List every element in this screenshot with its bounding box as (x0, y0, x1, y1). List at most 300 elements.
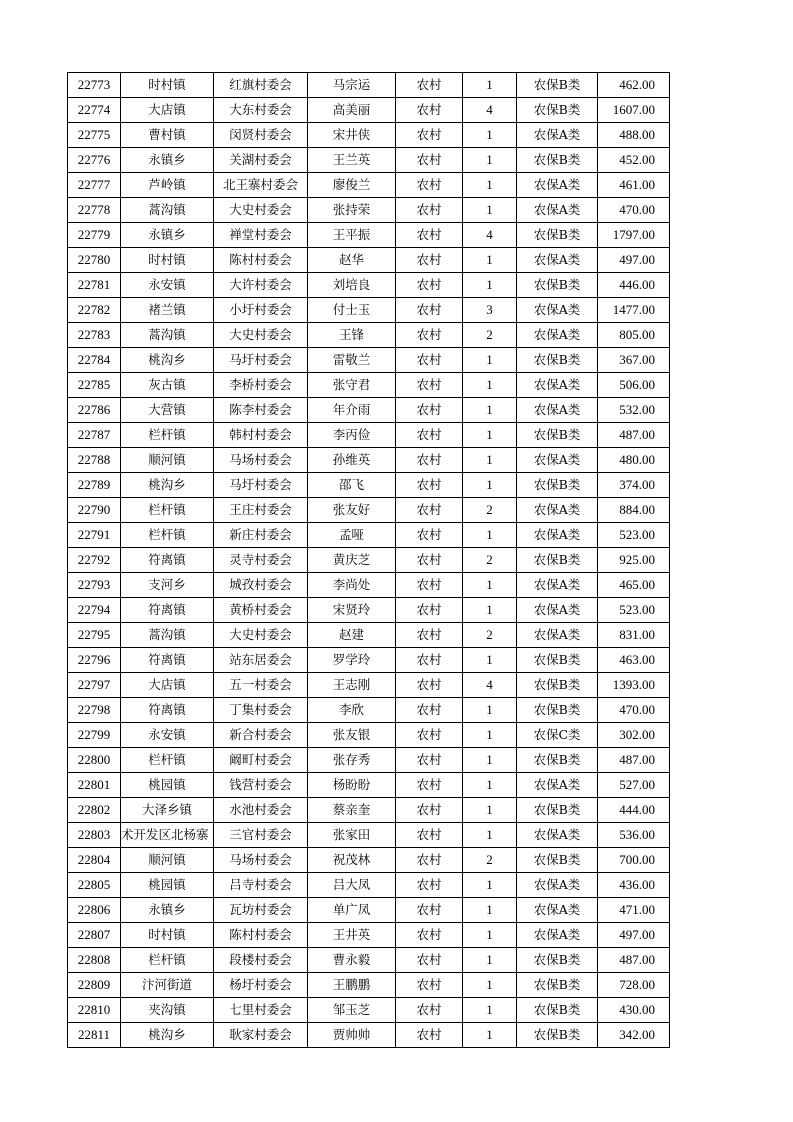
area-type-cell: 农村 (396, 998, 463, 1023)
town-cell: 大店镇 (121, 673, 214, 698)
area-type-cell: 农村 (396, 348, 463, 373)
amount-cell: 470.00 (598, 698, 670, 723)
household-count-cell: 1 (463, 123, 517, 148)
amount-cell: 367.00 (598, 348, 670, 373)
village-committee-cell: 马圩村委会 (214, 473, 308, 498)
amount-cell: 462.00 (598, 73, 670, 98)
table-row (68, 973, 670, 998)
amount-cell: 465.00 (598, 573, 670, 598)
name-cell: 孟哑 (308, 523, 396, 548)
amount-cell: 452.00 (598, 148, 670, 173)
household-count-cell: 2 (463, 623, 517, 648)
name-cell: 王井英 (308, 923, 396, 948)
insurance-category-cell: 农保B类 (517, 223, 598, 248)
town-cell: 桃沟乡 (121, 348, 214, 373)
town-cell: 芦岭镇 (121, 173, 214, 198)
name-cell: 王锋 (308, 323, 396, 348)
village-committee-cell: 灵寺村委会 (214, 548, 308, 573)
town-cell: 桃沟乡 (121, 1023, 214, 1048)
table-row (68, 948, 670, 973)
area-type-cell: 农村 (396, 548, 463, 573)
household-count-cell: 1 (463, 348, 517, 373)
insurance-category-cell: 农保B类 (517, 848, 598, 873)
table-row (68, 298, 670, 323)
insurance-category-cell: 农保B类 (517, 273, 598, 298)
area-type-cell: 农村 (396, 798, 463, 823)
amount-cell: 497.00 (598, 248, 670, 273)
table-row (68, 548, 670, 573)
table-row (68, 98, 670, 123)
household-count-cell: 1 (463, 798, 517, 823)
area-type-cell: 农村 (396, 948, 463, 973)
amount-cell: 480.00 (598, 448, 670, 473)
village-committee-cell: 关湖村委会 (214, 148, 308, 173)
table-row (68, 998, 670, 1023)
name-cell: 杨盼盼 (308, 773, 396, 798)
serial-number-cell: 22809 (68, 973, 121, 998)
village-committee-cell: 杨圩村委会 (214, 973, 308, 998)
amount-cell: 374.00 (598, 473, 670, 498)
amount-cell: 805.00 (598, 323, 670, 348)
name-cell: 张持荣 (308, 198, 396, 223)
area-type-cell: 农村 (396, 598, 463, 623)
table-row (68, 273, 670, 298)
name-cell: 王志刚 (308, 673, 396, 698)
insurance-category-cell: 农保A类 (517, 448, 598, 473)
town-cell: 顺河镇 (121, 448, 214, 473)
household-count-cell: 1 (463, 273, 517, 298)
household-count-cell: 1 (463, 523, 517, 548)
name-cell: 祝茂林 (308, 848, 396, 873)
amount-cell: 487.00 (598, 423, 670, 448)
insurance-category-cell: 农保A类 (517, 823, 598, 848)
serial-number-cell: 22801 (68, 773, 121, 798)
serial-number-cell: 22797 (68, 673, 121, 698)
serial-number-cell: 22779 (68, 223, 121, 248)
name-cell: 曹永毅 (308, 948, 396, 973)
town-cell: 蒿沟镇 (121, 198, 214, 223)
village-committee-cell: 大史村委会 (214, 323, 308, 348)
table-row (68, 573, 670, 598)
serial-number-cell: 22788 (68, 448, 121, 473)
insurance-category-cell: 农保A类 (517, 873, 598, 898)
village-committee-cell: 五一村委会 (214, 673, 308, 698)
household-count-cell: 1 (463, 1023, 517, 1048)
table-row (68, 823, 670, 848)
area-type-cell: 农村 (396, 273, 463, 298)
area-type-cell: 农村 (396, 973, 463, 998)
household-count-cell: 2 (463, 498, 517, 523)
household-count-cell: 2 (463, 548, 517, 573)
town-cell: 夹沟镇 (121, 998, 214, 1023)
area-type-cell: 农村 (396, 298, 463, 323)
table-row (68, 398, 670, 423)
area-type-cell: 农村 (396, 673, 463, 698)
insurance-category-cell: 农保B类 (517, 798, 598, 823)
area-type-cell: 农村 (396, 723, 463, 748)
town-cell: 栏杆镇 (121, 948, 214, 973)
name-cell: 张友银 (308, 723, 396, 748)
serial-number-cell: 22787 (68, 423, 121, 448)
amount-cell: 461.00 (598, 173, 670, 198)
insurance-category-cell: 农保A类 (517, 323, 598, 348)
village-committee-cell: 水池村委会 (214, 798, 308, 823)
serial-number-cell: 22802 (68, 798, 121, 823)
serial-number-cell: 22773 (68, 73, 121, 98)
insurance-category-cell: 农保B类 (517, 648, 598, 673)
town-cell: 时村镇 (121, 923, 214, 948)
town-cell: 时村镇 (121, 73, 214, 98)
insurance-category-cell: 农保A类 (517, 248, 598, 273)
insurance-category-cell: 农保B类 (517, 998, 598, 1023)
area-type-cell: 农村 (396, 73, 463, 98)
household-count-cell: 1 (463, 448, 517, 473)
amount-cell: 436.00 (598, 873, 670, 898)
village-committee-cell: 小圩村委会 (214, 298, 308, 323)
town-cell: 褚兰镇 (121, 298, 214, 323)
name-cell: 贾帅帅 (308, 1023, 396, 1048)
table-row (68, 223, 670, 248)
household-count-cell: 2 (463, 848, 517, 873)
village-committee-cell: 马场村委会 (214, 848, 308, 873)
table-row (68, 673, 670, 698)
area-type-cell: 农村 (396, 223, 463, 248)
household-count-cell: 2 (463, 323, 517, 348)
village-committee-cell: 站东居委会 (214, 648, 308, 673)
amount-cell: 527.00 (598, 773, 670, 798)
insurance-category-cell: 农保A类 (517, 523, 598, 548)
town-cell: 栏杆镇 (121, 498, 214, 523)
insurance-category-cell: 农保B类 (517, 748, 598, 773)
name-cell: 马宗运 (308, 73, 396, 98)
town-cell: 支河乡 (121, 573, 214, 598)
area-type-cell: 农村 (396, 773, 463, 798)
data-table (67, 72, 670, 1048)
insurance-category-cell: 农保A类 (517, 498, 598, 523)
name-cell: 李丙俭 (308, 423, 396, 448)
serial-number-cell: 22800 (68, 748, 121, 773)
amount-cell: 1477.00 (598, 298, 670, 323)
serial-number-cell: 22783 (68, 323, 121, 348)
table-row (68, 423, 670, 448)
town-cell: 永镇乡 (121, 898, 214, 923)
town-cell: 大营镇 (121, 398, 214, 423)
insurance-category-cell: 农保A类 (517, 173, 598, 198)
town-cell: 符离镇 (121, 698, 214, 723)
area-type-cell: 农村 (396, 398, 463, 423)
area-type-cell: 农村 (396, 198, 463, 223)
village-committee-cell: 七里村委会 (214, 998, 308, 1023)
household-count-cell: 4 (463, 673, 517, 698)
serial-number-cell: 22807 (68, 923, 121, 948)
household-count-cell: 1 (463, 398, 517, 423)
area-type-cell: 农村 (396, 623, 463, 648)
insurance-category-cell: 农保B类 (517, 973, 598, 998)
household-count-cell: 1 (463, 898, 517, 923)
town-cell: 灰古镇 (121, 373, 214, 398)
household-count-cell: 1 (463, 148, 517, 173)
insurance-category-cell: 农保B类 (517, 1023, 598, 1048)
table-row (68, 923, 670, 948)
area-type-cell: 农村 (396, 448, 463, 473)
serial-number-cell: 22792 (68, 548, 121, 573)
serial-number-cell: 22810 (68, 998, 121, 1023)
amount-cell: 471.00 (598, 898, 670, 923)
insurance-category-cell: 农保A类 (517, 198, 598, 223)
serial-number-cell: 22780 (68, 248, 121, 273)
name-cell: 张友好 (308, 498, 396, 523)
area-type-cell: 农村 (396, 498, 463, 523)
serial-number-cell: 22784 (68, 348, 121, 373)
insurance-category-cell: 农保A类 (517, 923, 598, 948)
serial-number-cell: 22799 (68, 723, 121, 748)
serial-number-cell: 22789 (68, 473, 121, 498)
table-row (68, 748, 670, 773)
household-count-cell: 1 (463, 473, 517, 498)
town-cell: 栏杆镇 (121, 423, 214, 448)
insurance-category-cell: 农保A类 (517, 298, 598, 323)
serial-number-cell: 22804 (68, 848, 121, 873)
village-committee-cell: 陈村村委会 (214, 248, 308, 273)
area-type-cell: 农村 (396, 523, 463, 548)
serial-number-cell: 22795 (68, 623, 121, 648)
table-row (68, 1023, 670, 1048)
serial-number-cell: 22811 (68, 1023, 121, 1048)
area-type-cell: 农村 (396, 848, 463, 873)
name-cell: 邹玉芝 (308, 998, 396, 1023)
name-cell: 赵建 (308, 623, 396, 648)
name-cell: 雷敬兰 (308, 348, 396, 373)
name-cell: 蔡亲奎 (308, 798, 396, 823)
insurance-category-cell: 农保C类 (517, 723, 598, 748)
village-committee-cell: 韩村村委会 (214, 423, 308, 448)
town-cell: 术开发区北杨寨 (121, 823, 214, 848)
area-type-cell: 农村 (396, 423, 463, 448)
town-cell: 符离镇 (121, 648, 214, 673)
insurance-category-cell: 农保A类 (517, 898, 598, 923)
serial-number-cell: 22775 (68, 123, 121, 148)
insurance-category-cell: 农保B类 (517, 673, 598, 698)
amount-cell: 925.00 (598, 548, 670, 573)
serial-number-cell: 22806 (68, 898, 121, 923)
insurance-category-cell: 农保B类 (517, 548, 598, 573)
serial-number-cell: 22803 (68, 823, 121, 848)
household-count-cell: 1 (463, 948, 517, 973)
serial-number-cell: 22808 (68, 948, 121, 973)
village-committee-cell: 禅堂村委会 (214, 223, 308, 248)
serial-number-cell: 22791 (68, 523, 121, 548)
serial-number-cell: 22774 (68, 98, 121, 123)
table-row (68, 648, 670, 673)
area-type-cell: 农村 (396, 173, 463, 198)
insurance-category-cell: 农保B类 (517, 473, 598, 498)
area-type-cell: 农村 (396, 923, 463, 948)
village-committee-cell: 李桥村委会 (214, 373, 308, 398)
amount-cell: 497.00 (598, 923, 670, 948)
amount-cell: 831.00 (598, 623, 670, 648)
town-cell: 大泽乡镇 (121, 798, 214, 823)
village-committee-cell: 城孜村委会 (214, 573, 308, 598)
amount-cell: 1797.00 (598, 223, 670, 248)
town-cell: 曹村镇 (121, 123, 214, 148)
serial-number-cell: 22805 (68, 873, 121, 898)
household-count-cell: 1 (463, 573, 517, 598)
area-type-cell: 农村 (396, 873, 463, 898)
village-committee-cell: 段楼村委会 (214, 948, 308, 973)
village-committee-cell: 大东村委会 (214, 98, 308, 123)
table-row (68, 623, 670, 648)
household-count-cell: 1 (463, 748, 517, 773)
amount-cell: 884.00 (598, 498, 670, 523)
insurance-category-cell: 农保B类 (517, 73, 598, 98)
household-count-cell: 1 (463, 723, 517, 748)
village-committee-cell: 马场村委会 (214, 448, 308, 473)
town-cell: 符离镇 (121, 598, 214, 623)
village-committee-cell: 钱营村委会 (214, 773, 308, 798)
town-cell: 桃园镇 (121, 873, 214, 898)
household-count-cell: 1 (463, 598, 517, 623)
name-cell: 宋贤玲 (308, 598, 396, 623)
amount-cell: 487.00 (598, 948, 670, 973)
table-row (68, 848, 670, 873)
village-committee-cell: 丁集村委会 (214, 698, 308, 723)
table-row (68, 448, 670, 473)
name-cell: 孙维英 (308, 448, 396, 473)
household-count-cell: 1 (463, 373, 517, 398)
name-cell: 王鹏鹏 (308, 973, 396, 998)
insurance-category-cell: 农保B类 (517, 98, 598, 123)
village-committee-cell: 陈李村委会 (214, 398, 308, 423)
insurance-category-cell: 农保B类 (517, 698, 598, 723)
village-committee-cell: 马圩村委会 (214, 348, 308, 373)
insurance-category-cell: 农保B类 (517, 148, 598, 173)
name-cell: 黄庆芝 (308, 548, 396, 573)
insurance-category-cell: 农保A类 (517, 623, 598, 648)
village-committee-cell: 新庄村委会 (214, 523, 308, 548)
household-count-cell: 1 (463, 423, 517, 448)
name-cell: 王平振 (308, 223, 396, 248)
table-row (68, 123, 670, 148)
village-committee-cell: 红旗村委会 (214, 73, 308, 98)
household-count-cell: 1 (463, 773, 517, 798)
serial-number-cell: 22794 (68, 598, 121, 623)
town-cell: 栏杆镇 (121, 748, 214, 773)
table-row (68, 373, 670, 398)
village-committee-cell: 吕寺村委会 (214, 873, 308, 898)
amount-cell: 1607.00 (598, 98, 670, 123)
serial-number-cell: 22776 (68, 148, 121, 173)
village-committee-cell: 陈村村委会 (214, 923, 308, 948)
area-type-cell: 农村 (396, 648, 463, 673)
village-committee-cell: 王庄村委会 (214, 498, 308, 523)
serial-number-cell: 22793 (68, 573, 121, 598)
insurance-category-cell: 农保A类 (517, 123, 598, 148)
name-cell: 廖俊兰 (308, 173, 396, 198)
village-committee-cell: 大史村委会 (214, 623, 308, 648)
area-type-cell: 农村 (396, 748, 463, 773)
table-row (68, 148, 670, 173)
amount-cell: 446.00 (598, 273, 670, 298)
name-cell: 吕大凤 (308, 873, 396, 898)
amount-cell: 728.00 (598, 973, 670, 998)
name-cell: 李尚处 (308, 573, 396, 598)
household-count-cell: 1 (463, 73, 517, 98)
town-cell: 永安镇 (121, 723, 214, 748)
amount-cell: 536.00 (598, 823, 670, 848)
name-cell: 年介雨 (308, 398, 396, 423)
household-count-cell: 3 (463, 298, 517, 323)
table-row (68, 73, 670, 98)
serial-number-cell: 22777 (68, 173, 121, 198)
household-count-cell: 1 (463, 248, 517, 273)
town-cell: 永镇乡 (121, 223, 214, 248)
insurance-category-cell: 农保A类 (517, 598, 598, 623)
town-cell: 桃沟乡 (121, 473, 214, 498)
area-type-cell: 农村 (396, 473, 463, 498)
serial-number-cell: 22796 (68, 648, 121, 673)
name-cell: 张家田 (308, 823, 396, 848)
amount-cell: 444.00 (598, 798, 670, 823)
serial-number-cell: 22798 (68, 698, 121, 723)
town-cell: 大店镇 (121, 98, 214, 123)
serial-number-cell: 22790 (68, 498, 121, 523)
serial-number-cell: 22782 (68, 298, 121, 323)
household-count-cell: 1 (463, 173, 517, 198)
name-cell: 李欣 (308, 698, 396, 723)
name-cell: 罗学玲 (308, 648, 396, 673)
household-count-cell: 1 (463, 648, 517, 673)
area-type-cell: 农村 (396, 373, 463, 398)
name-cell: 王兰英 (308, 148, 396, 173)
village-committee-cell: 大许村委会 (214, 273, 308, 298)
town-cell: 时村镇 (121, 248, 214, 273)
amount-cell: 302.00 (598, 723, 670, 748)
table-row (68, 773, 670, 798)
table-row (68, 873, 670, 898)
amount-cell: 523.00 (598, 598, 670, 623)
amount-cell: 470.00 (598, 198, 670, 223)
name-cell: 高美丽 (308, 98, 396, 123)
household-count-cell: 4 (463, 98, 517, 123)
name-cell: 宋井侠 (308, 123, 396, 148)
table-row (68, 248, 670, 273)
table-row (68, 898, 670, 923)
insurance-category-cell: 农保B类 (517, 423, 598, 448)
town-cell: 永安镇 (121, 273, 214, 298)
area-type-cell: 农村 (396, 698, 463, 723)
household-count-cell: 1 (463, 873, 517, 898)
insurance-category-cell: 农保A类 (517, 573, 598, 598)
household-count-cell: 1 (463, 698, 517, 723)
name-cell: 单广凤 (308, 898, 396, 923)
serial-number-cell: 22778 (68, 198, 121, 223)
amount-cell: 488.00 (598, 123, 670, 148)
village-committee-cell: 三官村委会 (214, 823, 308, 848)
household-count-cell: 1 (463, 923, 517, 948)
insurance-category-cell: 农保B类 (517, 348, 598, 373)
table-row (68, 598, 670, 623)
town-cell: 永镇乡 (121, 148, 214, 173)
table-row (68, 798, 670, 823)
table-row (68, 198, 670, 223)
amount-cell: 463.00 (598, 648, 670, 673)
household-count-cell: 1 (463, 198, 517, 223)
serial-number-cell: 22781 (68, 273, 121, 298)
area-type-cell: 农村 (396, 573, 463, 598)
table-row (68, 173, 670, 198)
amount-cell: 487.00 (598, 748, 670, 773)
area-type-cell: 农村 (396, 148, 463, 173)
